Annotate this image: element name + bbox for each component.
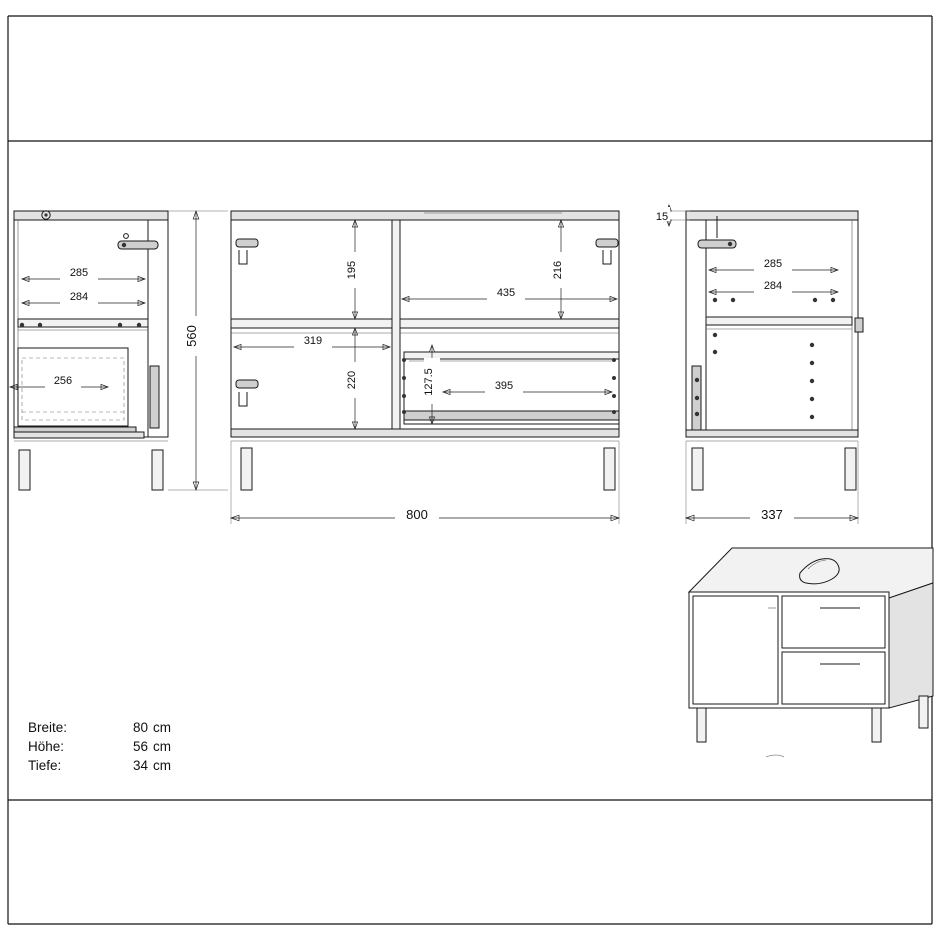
right-dim-337-text: 337: [761, 507, 783, 522]
right-top-panel: [686, 211, 858, 220]
center-left-shelf: [231, 319, 392, 328]
persp-leg-back-right: [919, 696, 928, 728]
spec-unit-tiefe: cm: [153, 758, 171, 773]
center-left-hinge-bottom: [236, 380, 258, 388]
right-dowel-8: [810, 343, 814, 347]
right-dowel-13: [713, 333, 717, 337]
persp-countertop-top: [689, 548, 933, 598]
center-dowel-2: [402, 376, 406, 380]
persp-floor-shadow: [766, 755, 784, 757]
right-dowel-11: [810, 397, 814, 401]
spec-label-tiefe: Tiefe:: [28, 758, 62, 773]
perspective-view: [689, 548, 933, 757]
right-dim-284-text: 284: [763, 280, 783, 292]
center-drawer-runner: [404, 411, 619, 420]
persp-leg-front-right: [872, 708, 881, 742]
persp-body-side: [889, 583, 933, 708]
center-top-panel: [231, 211, 619, 220]
right-dowel-5: [731, 298, 735, 302]
left-bottom-panel: [14, 432, 144, 438]
right-dowel-9: [810, 361, 814, 365]
persp-drawer-lower: [782, 652, 885, 704]
center-dowel-5: [612, 358, 616, 362]
center-dim-216-text: 216: [552, 260, 564, 280]
center-vertical-divider: [392, 220, 400, 437]
center-dim-319-text: 319: [303, 335, 323, 347]
center-dowel-7: [612, 394, 616, 398]
center-dowel-6: [612, 376, 616, 380]
left-fitting-dot: [44, 213, 47, 216]
spec-value-hoehe: 56: [132, 739, 148, 754]
center-leg-right: [604, 448, 615, 490]
side-section-view-left: [10, 211, 168, 490]
front-section-view: [168, 211, 619, 524]
persp-door-left: [693, 596, 778, 704]
spec-label-hoehe: Höhe:: [28, 739, 65, 754]
side-section-view-right: [655, 205, 863, 524]
right-dowel-6: [813, 298, 817, 302]
left-leg-back: [152, 450, 163, 490]
center-dim-800-text: 800: [406, 507, 428, 522]
right-bottom-panel: [686, 430, 858, 437]
center-right-shelf: [400, 319, 619, 328]
center-dim-195-text: 195: [346, 260, 358, 280]
left-middle-shelf: [18, 319, 148, 327]
spec-value-tiefe: 34: [132, 758, 148, 773]
left-side-rail: [150, 366, 159, 428]
left-dim-256-text: 256: [53, 375, 73, 387]
center-dowel-4: [402, 410, 406, 414]
left-dim-285-text: 285: [69, 267, 89, 279]
spec-list: [28, 718, 171, 775]
center-dowel-8: [612, 410, 616, 414]
center-dim-395-text: 395: [494, 380, 514, 392]
right-handle-dot: [728, 242, 732, 246]
right-dowel-4: [713, 298, 717, 302]
right-dowel-12: [810, 415, 814, 419]
persp-leg-front-left: [697, 708, 706, 742]
left-dim-284-text: 284: [69, 291, 89, 303]
right-leg-back: [845, 448, 856, 490]
right-body-outline: [686, 220, 858, 437]
center-dim-220-text: 220: [346, 370, 358, 390]
right-dowel-2: [695, 396, 699, 400]
center-left-hinge-top: [236, 239, 258, 247]
center-dim-1275-text: 127.5: [423, 368, 435, 396]
center-dowel-3: [402, 394, 406, 398]
center-right-hinge-top: [596, 239, 618, 247]
right-dowel-1: [695, 378, 699, 382]
right-dowel-10: [810, 379, 814, 383]
spec-value-breite: 80: [132, 720, 148, 735]
spec-unit-hoehe: cm: [153, 739, 171, 754]
right-leg-front: [692, 448, 703, 490]
persp-drawer-upper: [782, 596, 885, 648]
left-dowel-5: [137, 323, 141, 327]
right-dim-15-text: 15: [655, 211, 669, 223]
center-dim-435-text: 435: [496, 287, 516, 299]
left-dowel-4: [118, 323, 122, 327]
spec-row-tiefe: [28, 756, 171, 775]
right-dowel-3: [695, 412, 699, 416]
center-drawer-top-edge: [404, 352, 619, 359]
left-top-panel: [14, 211, 168, 220]
right-dowel-14: [713, 350, 717, 354]
center-leg-left: [241, 448, 252, 490]
right-side-bracket: [855, 318, 863, 332]
left-handle-dot: [122, 243, 126, 247]
center-bottom-panel: [231, 429, 619, 437]
right-dowel-7: [831, 298, 835, 302]
spec-unit-breite: cm: [153, 720, 171, 735]
center-dowel-1: [402, 358, 406, 362]
left-dowel-2: [20, 323, 24, 327]
center-dim-560-text: 560: [184, 325, 199, 347]
spec-row-hoehe: [28, 737, 171, 756]
spec-label-breite: Breite:: [28, 720, 68, 735]
right-middle-shelf: [706, 317, 852, 325]
spec-row-breite: [28, 718, 171, 737]
left-leg-front: [19, 450, 30, 490]
left-dowel-3: [38, 323, 42, 327]
right-dim-285-text: 285: [763, 258, 783, 270]
